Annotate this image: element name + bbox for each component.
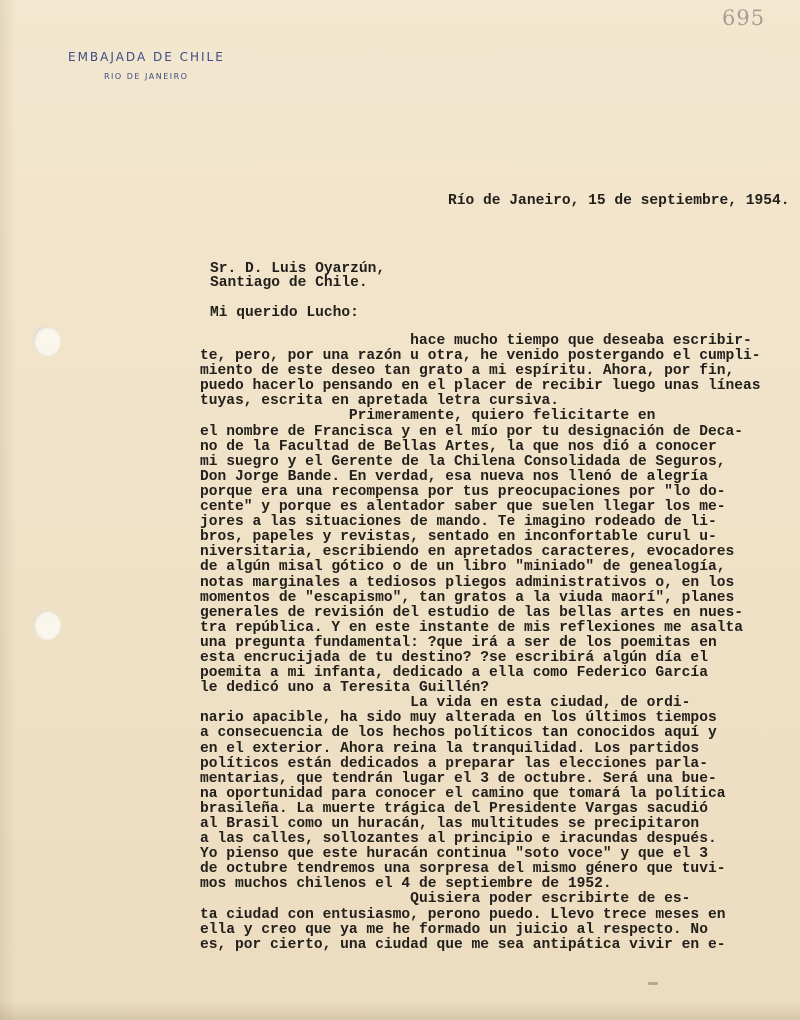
body-line: te, pero, por una razón u otra, he venido postergando el cumpli-: [200, 348, 761, 365]
body-line: cente" y porque es alentador saber que suelen llegar los me-: [200, 499, 726, 516]
body-line: de octubre tendremos una sorpresa del mismo género que tuvi-: [200, 861, 726, 878]
letter-body: [200, 334, 761, 953]
page-edge-shadow: [0, 0, 16, 1020]
body-line: al Brasil como un huracán, las multitudes se precipitaron: [200, 816, 700, 832]
addressee-name: Sr. D. Luis Oyarzún,: [210, 261, 386, 277]
date-line: Río de Janeiro, 15 de septiembre, 1954.: [448, 193, 790, 209]
body-line: en el exterior. Ahora reina la tranquilidad. Los partidos: [200, 740, 700, 757]
body-line: niversitaria, escribiendo en apretados caracteres, evocadores: [200, 544, 735, 561]
body-line: a las calles, sollozantes al principio e iracundas después.: [200, 831, 717, 848]
body-line: mos muchos chilenos el 4 de septiembre de 1952.: [200, 876, 612, 893]
body-line: jores a las situaciones de mando. Te imagino rodeado de li-: [200, 514, 717, 531]
body-line: porque era una recompensa por tus preocupaciones por "lo do-: [200, 483, 726, 500]
body-line: brasileña. La muerte trágica del Presidente Vargas sacudió: [200, 800, 708, 817]
body-line: es, por cierto, una ciudad que me sea antipática vivir en e-: [200, 936, 726, 953]
addressee-location: Santiago de Chile.: [210, 275, 368, 291]
body-line: el nombre de Francisca y en el mío por tu designación de Deca-: [200, 423, 743, 440]
body-line: tra república. Y en este instante de mis reflexiones me asalta: [200, 619, 743, 636]
body-line: momentos de "escapismo", tan gratos a la viuda maorí", planes: [200, 589, 735, 606]
body-line: Yo pienso que este huracán continua "soto voce" y que el 3: [200, 846, 708, 863]
body-line: mi suegro y el Gerente de la Chilena Consolidada de Seguros,: [200, 453, 726, 470]
body-line: miento de este deseo tan grato a mi espíritu. Ahora, por fin,: [200, 363, 735, 380]
body-line: ella y creo que ya me he formado un juicio al respecto. No: [200, 921, 708, 938]
body-line: políticos están dedicados a preparar las elecciones parla-: [200, 755, 708, 772]
handwritten-page-number: 695: [722, 6, 766, 30]
punch-hole-icon: [33, 610, 61, 640]
body-line: Primeramente, quiero felicitarte en: [200, 408, 656, 425]
body-line: na oportunidad para conocer el camino que tomará la política: [200, 785, 726, 802]
body-line: La vida en esta ciudad, de ordi-: [200, 695, 691, 712]
salutation: Mi querido Lucho:: [210, 305, 359, 321]
body-line: de algún misal gótico o de un libro "miniado" de genealogía,: [200, 559, 726, 576]
body-line: una pregunta fundamental: ?que irá a ser de los poemitas en: [200, 634, 717, 651]
body-line: notas marginales a tediosos pliegos administrativos o, en los: [200, 574, 735, 591]
punch-hole-icon: [33, 326, 61, 356]
body-line: a consecuencia de los hechos políticos tan conocidos aquí y: [200, 725, 717, 742]
body-line: hace mucho tiempo que deseaba escribir-: [200, 333, 752, 349]
body-line: tuyas, escrita en apretada letra cursiva.: [200, 393, 560, 410]
letterhead-city: RIO DE JANEIRO: [104, 72, 189, 81]
page-bottom-shadow: [0, 1002, 800, 1020]
body-line: le dedicó uno a Teresita Guillén?: [200, 680, 490, 697]
body-line: ta ciudad con entusiasmo, perono puedo. Llevo trece meses en: [200, 906, 726, 923]
body-line: mentarias, que tendrán lugar el 3 de octubre. Será una bue-: [200, 770, 717, 787]
body-line: nario apacible, ha sido muy alterada en los últimos tiempos: [200, 710, 717, 727]
body-line: no de la Facultad de Bellas Artes, la que nos dió a conocer: [200, 438, 717, 455]
body-line: bros, papeles y revistas, sentado en inconfortable curul u-: [200, 529, 717, 546]
ink-mark: [648, 982, 658, 985]
body-line: poemita a mi infanta, dedicado a ella como Federico García: [200, 665, 708, 682]
body-line: puedo hacerlo pensando en el placer de recibir luego unas líneas: [200, 378, 761, 395]
body-line: Don Jorge Bande. En verdad, esa nueva nos llenó de alegría: [200, 468, 708, 485]
body-line: Quisiera poder escribirte de es-: [200, 891, 691, 908]
letterhead-organization: EMBAJADA DE CHILE: [68, 50, 225, 64]
body-line: esta encrucijada de tu destino? ?se escribirá algún día el: [200, 649, 708, 666]
body-line: generales de revisión del estudio de las bellas artes en nues-: [200, 604, 743, 621]
